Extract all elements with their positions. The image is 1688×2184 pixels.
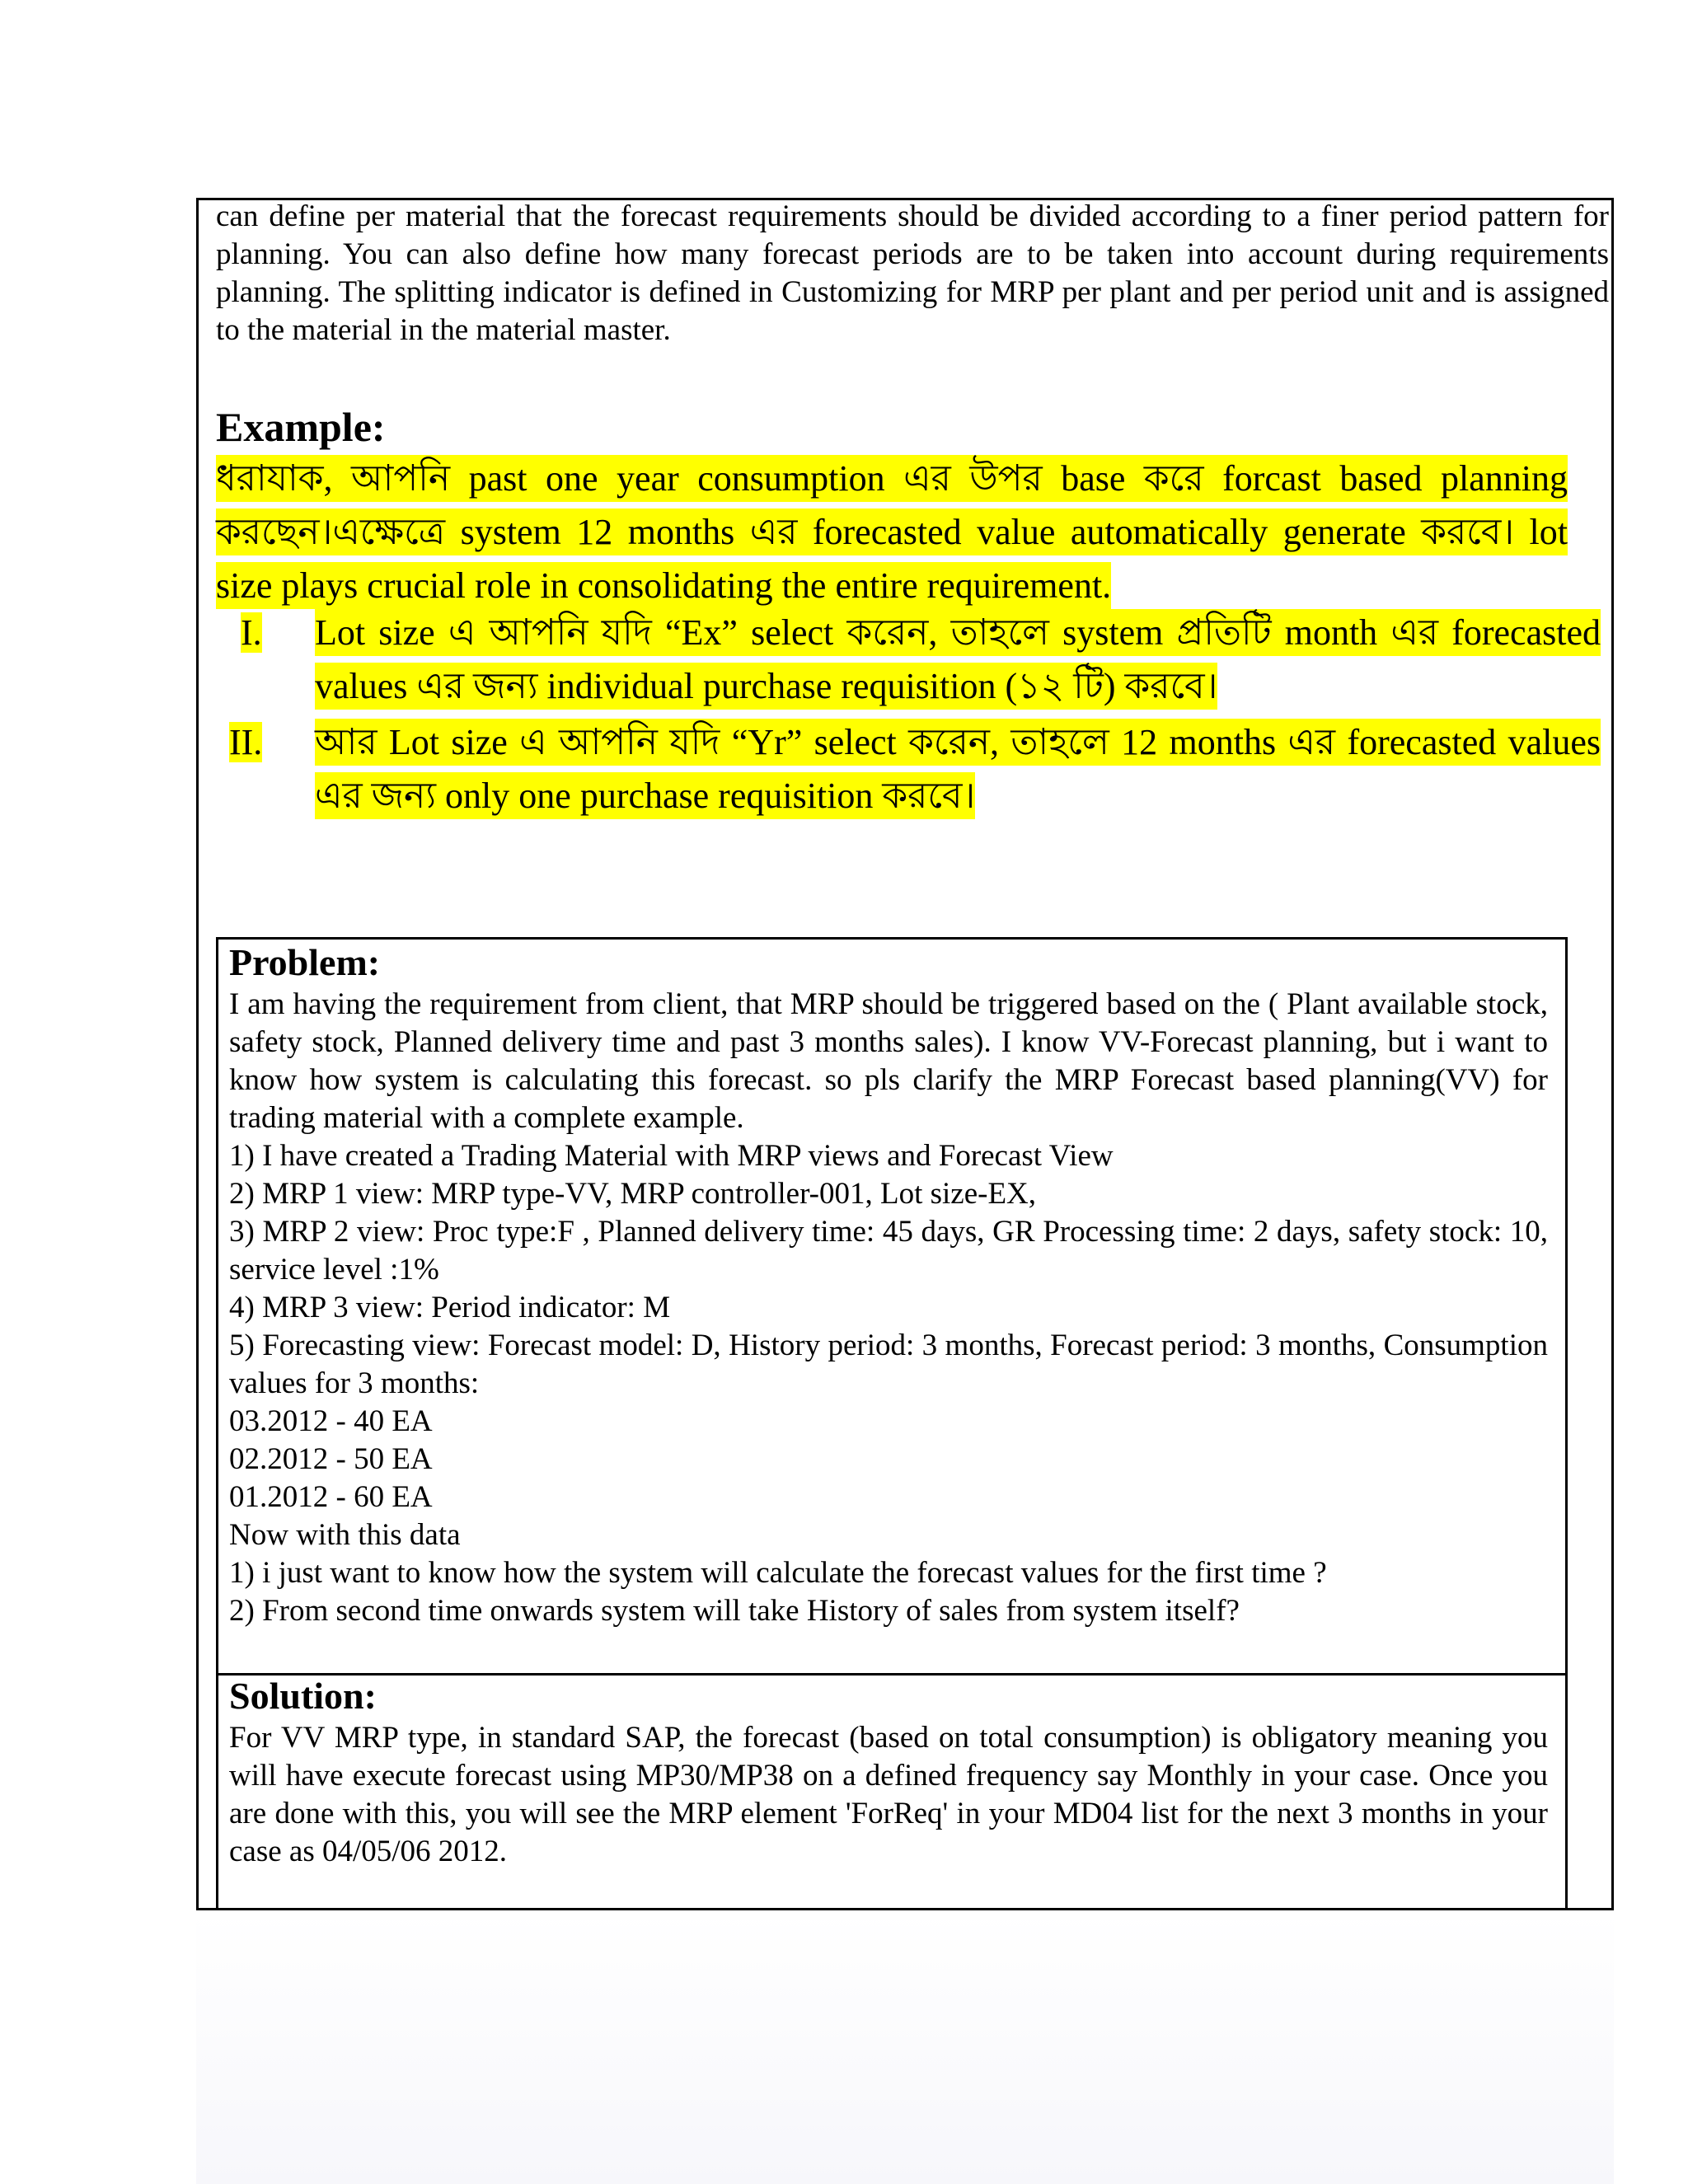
page-bottom-shade: [196, 1910, 1614, 2184]
list-item-content: আর Lot size এ আপনি যদি “Yr” select করেন, তাহলে 12 months এর forecasted values এর জন্য only one purchase requisition করবে।: [315, 719, 1601, 819]
intro-text: can define per material that the forecast requirements should be divided according to a finer period pattern for planning. You can also define how many forecast periods are to be taken into account during requirements planning. The splitting indicator is defined in Customizing for MRP per plant and per period unit and is assigned to the material in the material master.: [216, 199, 1609, 347]
example-paragraph: [216, 452, 1568, 612]
problem-line: 2) MRP 1 view: MRP type-VV, MRP controller-001, Lot size-EX,: [229, 1177, 1037, 1211]
list-numeral-text: I.: [241, 612, 262, 653]
problem-line: 03.2012 - 40 EA: [229, 1404, 433, 1438]
solution-body: For VV MRP type, in standard SAP, the forecast (based on total consumption) is obligatory meaning you will have execute forecast using MP30/MP38 on a defined frequency say Monthly in your case. Once you are done with this, you will see the MRP element 'ForReq' in your MD04 list for the next 3 months in your case as 04/05/06 2012.: [229, 1721, 1548, 1868]
solution-heading: Solution:: [229, 1675, 377, 1717]
problem-line: 01.2012 - 60 EA: [229, 1480, 433, 1514]
problem-line: 3) MRP 2 view: Proc type:F , Planned delivery time: 45 days, GR Processing time: 2 days, safety stock: 10, service level :1%: [229, 1215, 1548, 1286]
problem-section: [229, 940, 1548, 1630]
list-item-content: Lot size এ আপনি যদি “Ex” select করেন, তাহলে system প্রতিটি month এর forecasted values এর জন্য individual purchase requisition (১২ টি) করবে।: [315, 609, 1601, 710]
list-item-text: [315, 715, 1601, 823]
problem-body: [229, 986, 1548, 1630]
list-numeral-text: II.: [229, 722, 263, 762]
problem-line: 02.2012 - 50 EA: [229, 1442, 433, 1476]
problem-line: Now with this data: [229, 1518, 461, 1552]
example-paragraph-text: ধরাযাক, আপনি past one year consumption এর উপর base করে forcast based planning করছেন।এক্ষেত্রে system 12 months এর forecasted value automatically generate করবে। lot size plays crucial role in consolidating the entire requirement.: [216, 455, 1568, 609]
problem-line: 1) I have created a Trading Material with MRP views and Forecast View: [229, 1139, 1114, 1173]
list-item-text: [315, 606, 1601, 713]
intro-paragraph: [216, 198, 1609, 349]
problem-heading: Problem:: [229, 941, 381, 983]
problem-line: 2) From second time onwards system will take History of sales from system itself?: [229, 1594, 1240, 1628]
problem-line: 1) i just want to know how the system will calculate the forecast values for the first time ?: [229, 1556, 1327, 1590]
example-heading: Example:: [216, 404, 386, 450]
problem-line: 4) MRP 3 view: Period indicator: M: [229, 1291, 671, 1324]
solution-section: [229, 1673, 1548, 1871]
problem-line: 5) Forecasting view: Forecast model: D, History period: 3 months, Forecast period: 3 months, Consumption values for 3 months:: [229, 1329, 1548, 1400]
problem-intro: I am having the requirement from client, that MRP should be triggered based on the ( Plant available stock, safety stock, Planned delivery time and past 3 months sales). I know VV-Forecast planning, but i want to know how system is calculating this forecast. so pls clarify the MRP Forecast based planning(VV) for trading material with a complete example.: [229, 987, 1548, 1135]
